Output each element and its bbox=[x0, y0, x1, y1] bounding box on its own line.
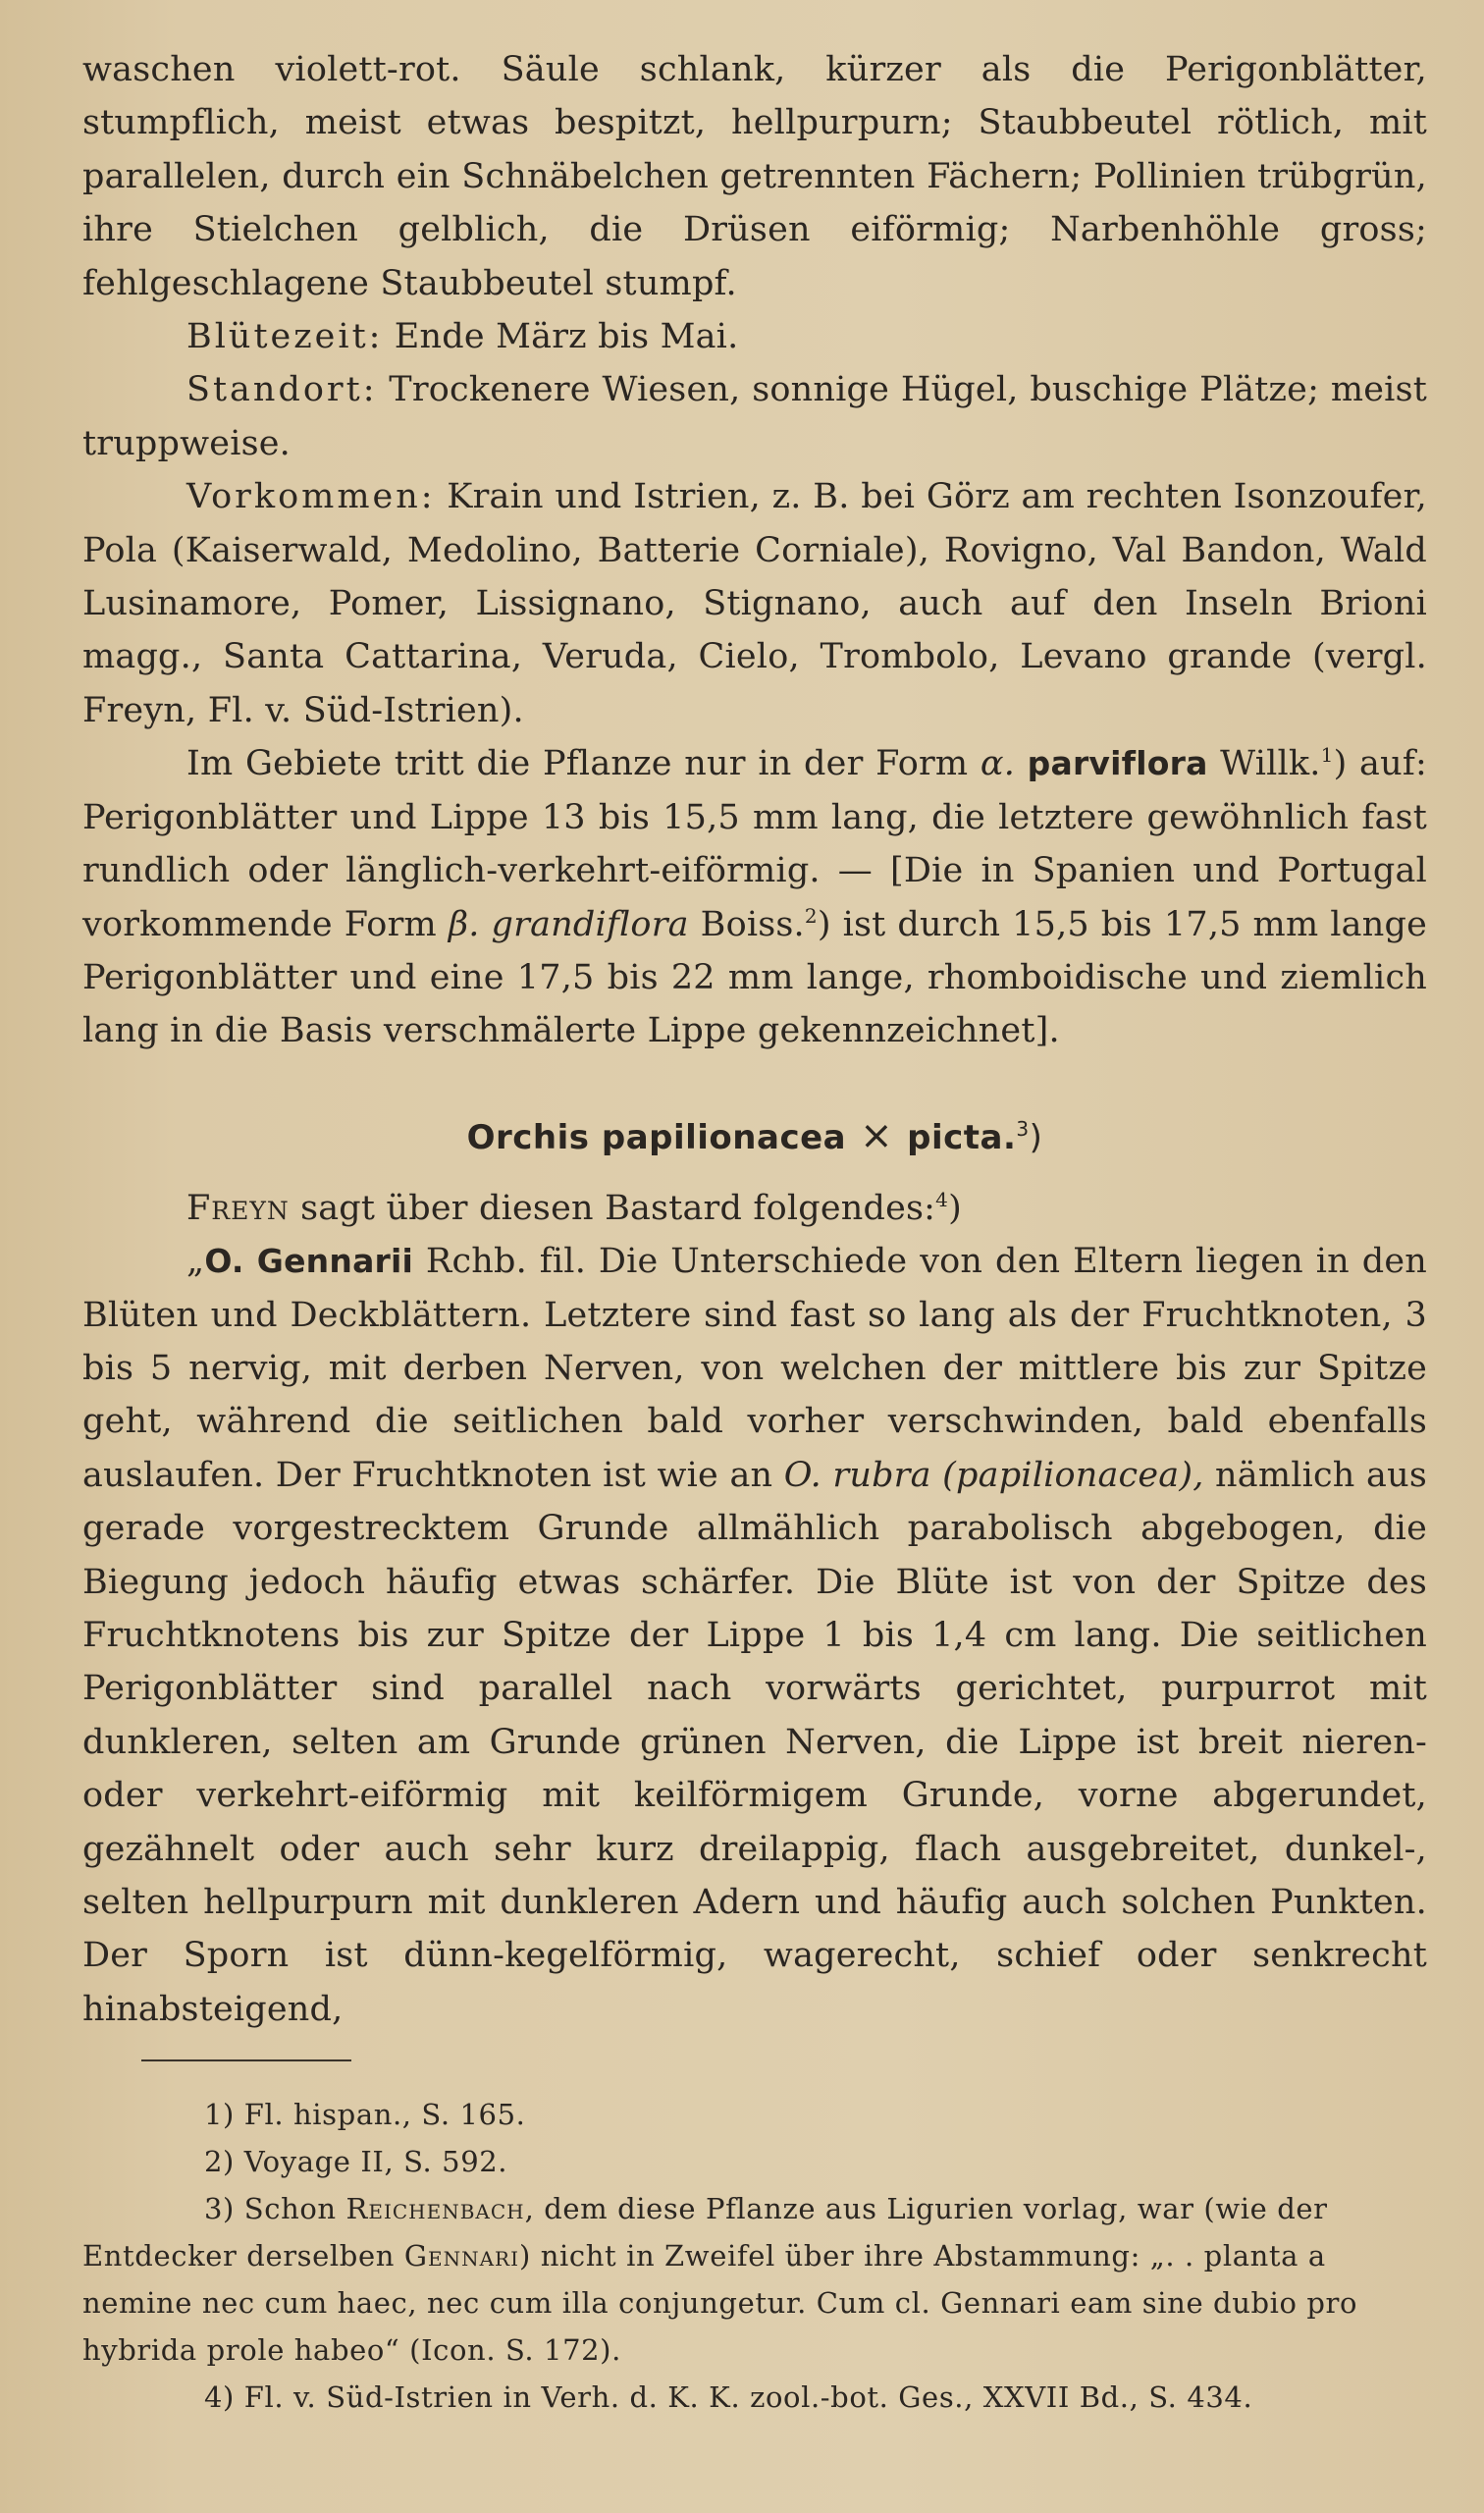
paragraph-forms: Im Gebiete tritt die Pflanze nur in der Form α. parviflora Willk.$^1$) auf: Perigonblätter und Lippe 13 bis 15,5 mm lang, die letztere gewöhnlich fast rundlich oder länglich-verkehrt-eiförmig. — [Die in Spanien und Portugal vorkommende Form β. grandiflora Boiss.$^2$) ist durch 15,5 bis 17,5 mm lange Perigonblätter und eine 17,5 bis 22 mm lange, rhomboidische und ziemlich lang in die Basis verschmälerte Lippe gekennzeichnet]. bbox=[82, 743, 1427, 1051]
footnote-4: 4) Fl. v. Süd-Istrien in Verh. d. K. K. zool.-bot. Ges., XXVII Bd., S. 434. bbox=[204, 2380, 1253, 2415]
footnote-3-reichenbach: Reichenbach bbox=[345, 2192, 525, 2226]
footnote-ref-4[interactable]: 4 bbox=[935, 1187, 949, 1211]
section-heading: Orchis papilionacea × picta.$^3$) bbox=[466, 1112, 1043, 1158]
hybrid-text bbox=[82, 1182, 1427, 2037]
form-b-name: grandiflora bbox=[491, 904, 689, 944]
paragraph-vorkommen bbox=[82, 470, 1427, 737]
footnote-2: 2) Voyage II, S. 592. bbox=[204, 2145, 508, 2179]
footnote-1: 1) Fl. hispan., S. 165. bbox=[204, 2098, 526, 2132]
paragraph-freyn: Freyn sagt über diesen Bastard folgendes:$^4$) bbox=[186, 1187, 962, 1228]
hybrid-cross-icon: × bbox=[860, 1112, 894, 1158]
form-a-desc: auf: Perigonblätter und Lippe 13 bis 15,5 mm lang, die letztere gewöhnlich fast rundlich oder länglich-verkehrt-eiförmig. — [Die in Spanien und Portugal vorkommende Form bbox=[82, 744, 1427, 944]
paragraph-standort bbox=[82, 363, 1427, 470]
form-b-desc: ist durch 15,5 bis 17,5 mm lange Perigonblätter und eine 17,5 bis 22 mm lange, rhomboidische und ziemlich lang in die Basis verschmälerte Lippe gekennzeichnet]. bbox=[82, 904, 1427, 1051]
quote-text-1: Rchb. fil. Die Unterschiede von den Eltern liegen in den Blüten und Deckblättern. Letztere sind fast so lang als der Fruchtknoten, 3 bis 5 nervig, mit derben Nerven, von welchen der mittlere bis zur Spitze geht, während die seitlichen bald vorher verschwinden, bald ebenfalls auslaufen. Der Fruchtknoten ist wie an bbox=[82, 1242, 1427, 1495]
forms-intro: Im Gebiete tritt die Pflanze nur in der Form bbox=[186, 744, 980, 784]
main-text bbox=[82, 43, 1427, 1058]
footnote-3-a: 3) Schon bbox=[204, 2192, 346, 2226]
vorkommen-label: Vorkommen: bbox=[186, 477, 436, 517]
freyn-text: sagt über diesen Bastard folgendes: bbox=[289, 1188, 936, 1228]
form-a-author: Willk. bbox=[1207, 744, 1321, 784]
form-b-greek: β. bbox=[448, 904, 480, 944]
quote-species: O. Gennarii bbox=[204, 1242, 414, 1281]
standort-label: Standort: bbox=[186, 370, 378, 410]
form-a-name: parviflora bbox=[1027, 744, 1208, 783]
footnote-ref-3[interactable]: 3 bbox=[1016, 1116, 1030, 1141]
quote-italic-name: O. rubra (papilionacea), bbox=[783, 1455, 1204, 1495]
paragraph-bluetezeit bbox=[82, 310, 1427, 363]
footnote-3 bbox=[82, 2185, 1427, 2374]
standort-text: Trockenere Wiesen, sonnige Hügel, buschige Plätze; meist truppweise. bbox=[82, 370, 1427, 463]
footnote-3-c: ) nicht in Zweifel über ihre Abstammung: „. . planta a nemine nec cum haec, nec cum illa conjungetur. Cum cl. Gennari eam sine dubio pro hybrida prole habeo“ (Icon. S. 172). bbox=[82, 2239, 1358, 2368]
footnote-divider bbox=[141, 2059, 351, 2061]
footnote-ref-2[interactable]: 2 bbox=[804, 903, 818, 928]
paragraph-quote bbox=[82, 1235, 1427, 2036]
quote-open: „ bbox=[186, 1242, 205, 1282]
bluetezeit-text: Ende März bis Mai. bbox=[383, 317, 739, 357]
bluetezeit-label: Blütezeit: bbox=[186, 317, 384, 357]
vorkommen-text: Krain und Istrien, z. B. bei Görz am rechten Isonzoufer, Pola (Kaiserwald, Medolino, Batterie Corniale), Rovigno, Val Bandon, Wald Lusinamore, Pomer, Lissignano, Stignano, auch auf den Inseln Brioni magg., Santa Cattarina, Veruda, Cielo, Trombolo, Levano grande (vergl. Freyn, Fl. v. Süd-Istrien). bbox=[82, 477, 1427, 730]
footnote-3-gennari: Gennari bbox=[403, 2239, 519, 2273]
footnotes bbox=[82, 2091, 1427, 2421]
footnote-ref-1[interactable]: 1 bbox=[1320, 743, 1334, 768]
paragraph-description: waschen violett-rot. Säule schlank, kürzer als die Perigonblätter, stumpflich, meist etwas bespitzt, hellpurpurn; Staubbeutel rötlich, mit parallelen, durch ein Schnäbelchen getrennten Fächern; Pollinien trübgrün, ihre Stielchen gelblich, die Drüsen eiförmig; Narbenhöhle gross; fehlgeschlagene Staubbeutel stumpf. bbox=[82, 50, 1427, 303]
form-a-greek: α. bbox=[980, 744, 1016, 784]
heading-right: picta. bbox=[907, 1117, 1017, 1157]
heading-left: Orchis papilionacea bbox=[466, 1117, 847, 1157]
author-freyn: Freyn bbox=[186, 1188, 290, 1228]
quote-text-2: nämlich aus gerade vorgestrecktem Grunde allmählich parabolisch abgebogen, die Biegung jedoch häufig etwas schärfer. Die Blüte ist von der Spitze des Fruchtknotens bis zur Spitze der Lippe 1 bis 1,4 cm lang. Die seitlichen Perigonblätter sind parallel nach vorwärts gerichtet, purpurrot mit dunkleren, selten am Grunde grünen Nerven, die Lippe ist breit nieren- oder verkehrt-eiförmig mit keilförmigem Grunde, vorne abgerundet, gezähnelt oder auch sehr kurz dreilappig, flach ausgebreitet, dunkel-, selten hellpurpurn mit dunkleren Adern und häufig auch solchen Punkten. Der Sporn ist dünn-kegelförmig, wagerecht, schief oder senkrecht hinabsteigend, bbox=[82, 1455, 1428, 2029]
form-b-author: Boiss. bbox=[688, 904, 805, 944]
footnote-3-b: , dem diese Pflanze aus Ligurien vorlag, war (wie der Entdecker derselben bbox=[82, 2192, 1328, 2273]
